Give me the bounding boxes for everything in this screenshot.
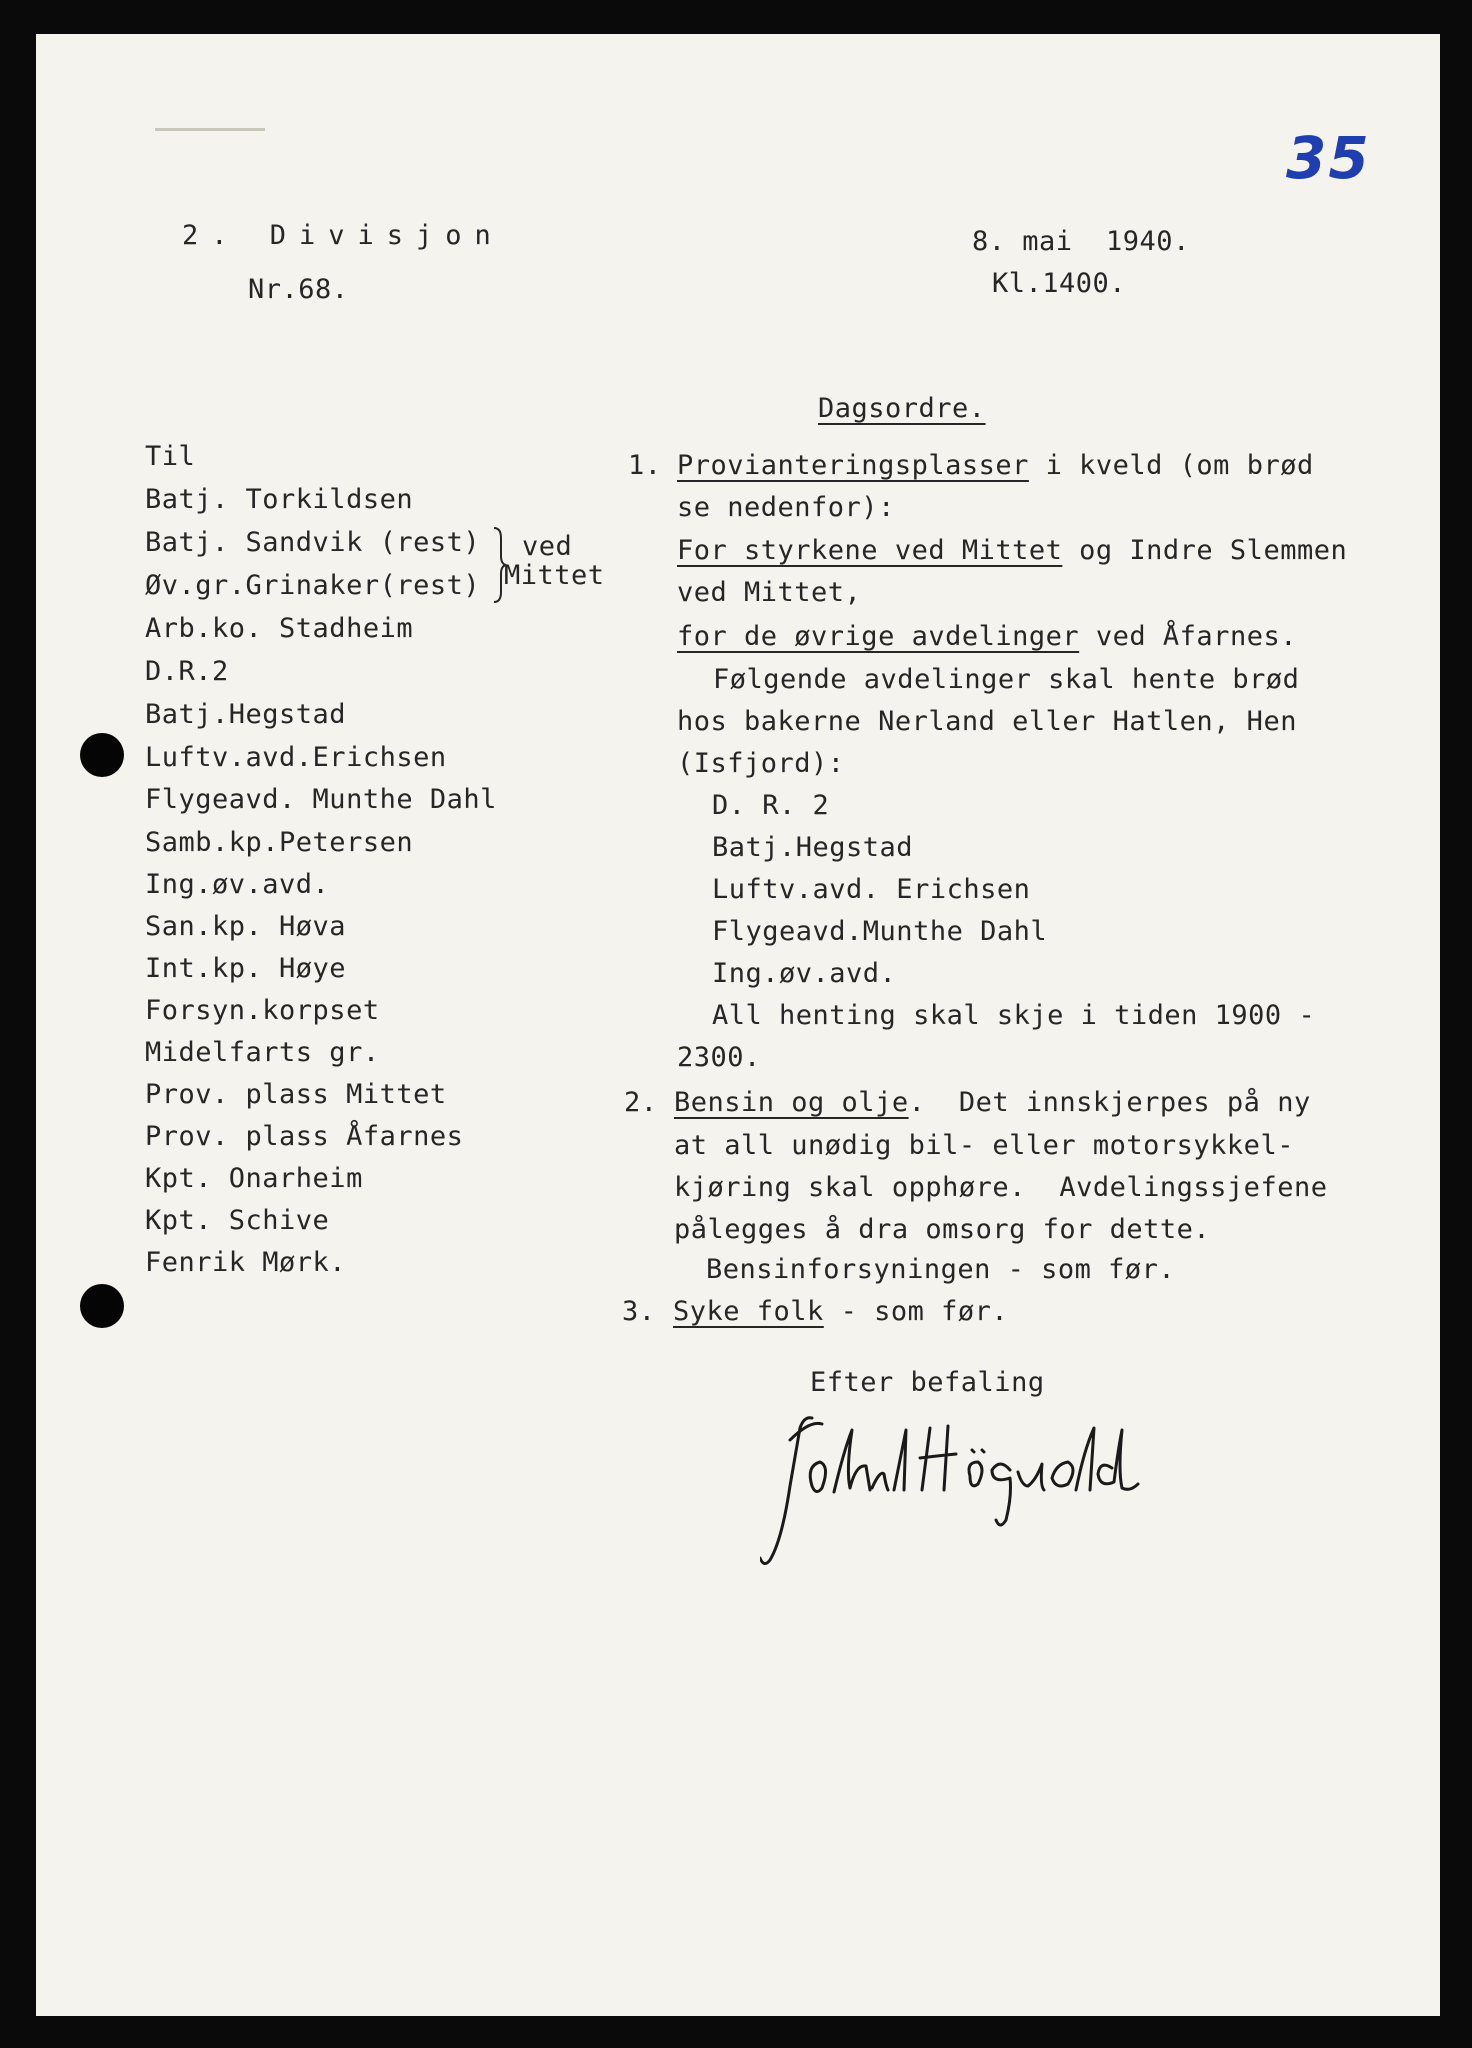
recipient-entry: Kpt. Schive xyxy=(145,1205,330,1236)
ink-smudge xyxy=(155,128,265,131)
item1-unit: Batj.Hegstad xyxy=(712,832,914,863)
item2-line4: pålegges å dra omsorg for dette. xyxy=(674,1214,1211,1245)
brace-note-mittet: Mittet xyxy=(504,560,605,591)
recipient-entry: Til xyxy=(145,441,196,472)
item1-line3-underlined: For styrkene ved Mittet xyxy=(677,535,1063,566)
item1-line8: (Isfjord): xyxy=(677,748,845,779)
item2-line2: at all unødig bil- eller motorsykkel- xyxy=(674,1130,1294,1161)
item1-line4: ved Mittet, xyxy=(677,577,862,608)
item-number: 3. xyxy=(622,1296,656,1327)
item1-line3 xyxy=(677,537,1347,564)
item3-line xyxy=(673,1298,1008,1325)
recipient-entry: San.kp. Høva xyxy=(145,911,347,942)
recipient-entry: D.R.2 xyxy=(145,656,229,687)
recipient-entry: Flygeavd. Munthe Dahl xyxy=(145,784,497,815)
item-number: 1. xyxy=(628,450,662,481)
handwritten-signature xyxy=(760,1400,1160,1570)
punch-hole-lower xyxy=(80,1284,124,1328)
item2-heading: Bensin og olje xyxy=(674,1087,909,1118)
item1-line3-rest: og Indre Slemmen xyxy=(1062,535,1348,566)
page-number: 35 xyxy=(1286,124,1371,192)
item1-line1-rest: i kveld (om brød xyxy=(1028,450,1314,481)
document-title: Dagsordre. xyxy=(818,393,986,424)
item3-heading: Syke folk xyxy=(673,1296,824,1327)
item1-line1 xyxy=(677,452,1314,479)
order-number: Nr.68. xyxy=(248,274,349,305)
recipient-entry: Luftv.avd.Erichsen xyxy=(145,742,447,773)
order-time: Kl.1400. xyxy=(992,268,1127,299)
item1-line7: hos bakerne Nerland eller Hatlen, Hen xyxy=(677,706,1297,737)
item2-line1-rest: . Det innskjerpes på ny xyxy=(908,1087,1311,1118)
item1-line14: All henting skal skje i tiden 1900 - xyxy=(712,1000,1316,1031)
recipient-entry: Midelfarts gr. xyxy=(145,1037,380,1068)
recipient-entry: Arb.ko. Stadheim xyxy=(145,613,414,644)
recipient-entry: Batj. Torkildsen xyxy=(145,484,414,515)
item2-line1 xyxy=(674,1089,1311,1116)
recipient-entry: Øv.gr.Grinaker(rest) xyxy=(145,570,481,601)
item1-unit: Flygeavd.Munthe Dahl xyxy=(712,916,1048,947)
recipient-entry: Forsyn.korpset xyxy=(145,995,380,1026)
punch-hole-upper xyxy=(80,733,124,777)
recipient-entry: Kpt. Onarheim xyxy=(145,1163,363,1194)
item1-unit: D. R. 2 xyxy=(712,790,830,821)
item1-line5-rest: ved Åfarnes. xyxy=(1079,621,1297,652)
recipient-entry: Ing.øv.avd. xyxy=(145,869,330,900)
item1-line5-underlined: for de øvrige avdelinger xyxy=(677,621,1080,652)
recipient-entry: Batj.Hegstad xyxy=(145,699,347,730)
item1-line5 xyxy=(677,623,1297,650)
item3-rest: - som før. xyxy=(823,1296,1009,1327)
division-heading: 2. Divisjon xyxy=(182,220,504,251)
recipient-entry: Fenrik Mørk. xyxy=(145,1247,347,1278)
recipient-entry: Samb.kp.Petersen xyxy=(145,827,414,858)
recipient-entry: Prov. plass Mittet xyxy=(145,1079,447,1110)
item2-line3: kjøring skal opphøre. Avdelingssjefene xyxy=(674,1172,1328,1203)
recipient-entry: Prov. plass Åfarnes xyxy=(145,1121,464,1152)
order-date: 8. mai 1940. xyxy=(972,226,1190,257)
item1-unit: Luftv.avd. Erichsen xyxy=(712,874,1031,905)
recipient-entry: Int.kp. Høye xyxy=(145,953,347,984)
item1-unit: Ing.øv.avd. xyxy=(712,958,897,989)
item1-line15: 2300. xyxy=(677,1042,761,1073)
item-number: 2. xyxy=(624,1087,658,1118)
item2-line5: Bensinforsyningen - som før. xyxy=(706,1254,1176,1285)
item1-heading: Provianteringsplasser xyxy=(677,450,1029,481)
item1-line2: se nedenfor): xyxy=(677,492,895,523)
recipient-entry: Batj. Sandvik (rest) xyxy=(145,527,481,558)
item1-line6: Følgende avdelinger skal hente brød xyxy=(713,664,1300,695)
brace-note-ved: ved xyxy=(522,531,573,562)
closing-line: Efter befaling xyxy=(810,1367,1045,1398)
